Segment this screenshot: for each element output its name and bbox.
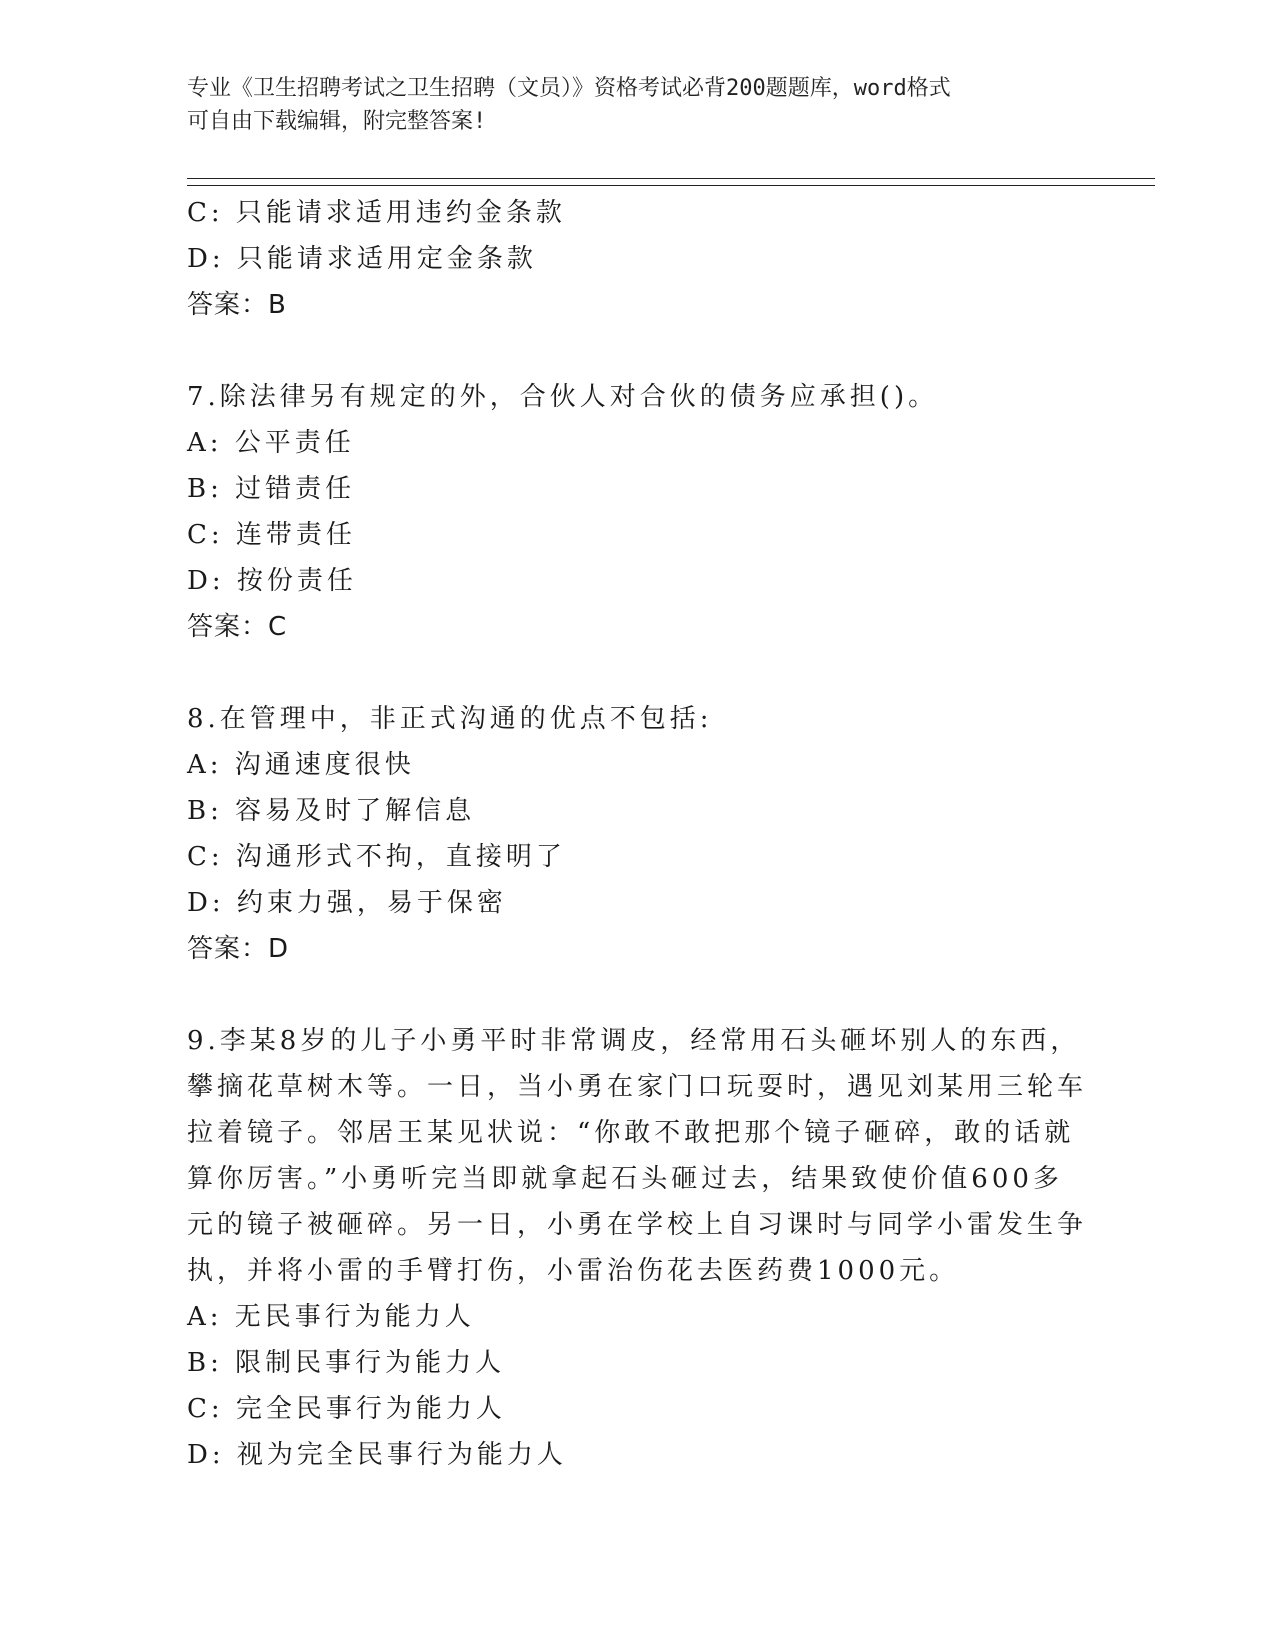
header-rule-top bbox=[187, 178, 1155, 179]
question-stem-line: 9.李某8岁的儿子小勇平时非常调皮，经常用石头砸坏别人的东西， bbox=[187, 1026, 1081, 1056]
spacer bbox=[187, 650, 1087, 696]
option-d: D: 约束力强，易于保密 bbox=[187, 888, 507, 918]
option-c: C: 沟通形式不拘，直接明了 bbox=[187, 842, 566, 872]
spacer bbox=[187, 328, 1087, 374]
option-c: C: 只能请求适用违约金条款 bbox=[187, 198, 566, 228]
question-stem: 7.除法律另有规定的外，合伙人对合伙的债务应承担()。 bbox=[187, 382, 939, 412]
header-title-line-1: 专业《卫生招聘考试之卫生招聘（文员）》资格考试必背200题题库，word格式 bbox=[187, 76, 951, 101]
spacer bbox=[187, 972, 1087, 1018]
option-a: A: 公平责任 bbox=[187, 428, 355, 458]
question-stem-line: 执，并将小雷的手臂打伤，小雷治伤花去医药费1000元。 bbox=[187, 1256, 960, 1286]
option-a: A: 无民事行为能力人 bbox=[187, 1302, 475, 1332]
question-stem-line: 拉着镜子。邻居王某见状说：“你敢不敢把那个镜子砸碎，敢的话就 bbox=[187, 1118, 1075, 1148]
option-b: B: 限制民事行为能力人 bbox=[187, 1348, 506, 1378]
option-b: B: 容易及时了解信息 bbox=[187, 796, 476, 826]
question-9 bbox=[187, 1018, 1087, 1478]
option-c: C: 完全民事行为能力人 bbox=[187, 1394, 506, 1424]
answer-label: 答案：B bbox=[187, 290, 287, 320]
question-7 bbox=[187, 374, 1087, 650]
answer-label: 答案：C bbox=[187, 612, 288, 642]
question-stem-line: 元的镜子被砸碎。另一日，小勇在学校上自习课时与同学小雷发生争 bbox=[187, 1210, 1088, 1240]
answer-label: 答案：D bbox=[187, 934, 290, 964]
question-stem-line: 攀摘花草树木等。一日，当小勇在家门口玩耍时，遇见刘某用三轮车 bbox=[187, 1072, 1088, 1102]
header-title-line-2: 可自由下载编辑，附完整答案! bbox=[187, 109, 487, 134]
option-c: C: 连带责任 bbox=[187, 520, 356, 550]
question-stem: 8.在管理中，非正式沟通的优点不包括: bbox=[187, 704, 713, 734]
document-body bbox=[187, 190, 1087, 1478]
option-d: D: 视为完全民事行为能力人 bbox=[187, 1440, 567, 1470]
question-8 bbox=[187, 696, 1087, 972]
option-a: A: 沟通速度很快 bbox=[187, 750, 415, 780]
option-b: B: 过错责任 bbox=[187, 474, 356, 504]
header-rule-bottom bbox=[187, 185, 1155, 186]
option-d: D: 只能请求适用定金条款 bbox=[187, 244, 537, 274]
question-6-continuation bbox=[187, 190, 1087, 328]
option-d: D: 按份责任 bbox=[187, 566, 357, 596]
document-header bbox=[187, 72, 1067, 138]
question-stem-line: 算你厉害。”小勇听完当即就拿起石头砸过去，结果致使价值600多 bbox=[187, 1164, 1063, 1194]
